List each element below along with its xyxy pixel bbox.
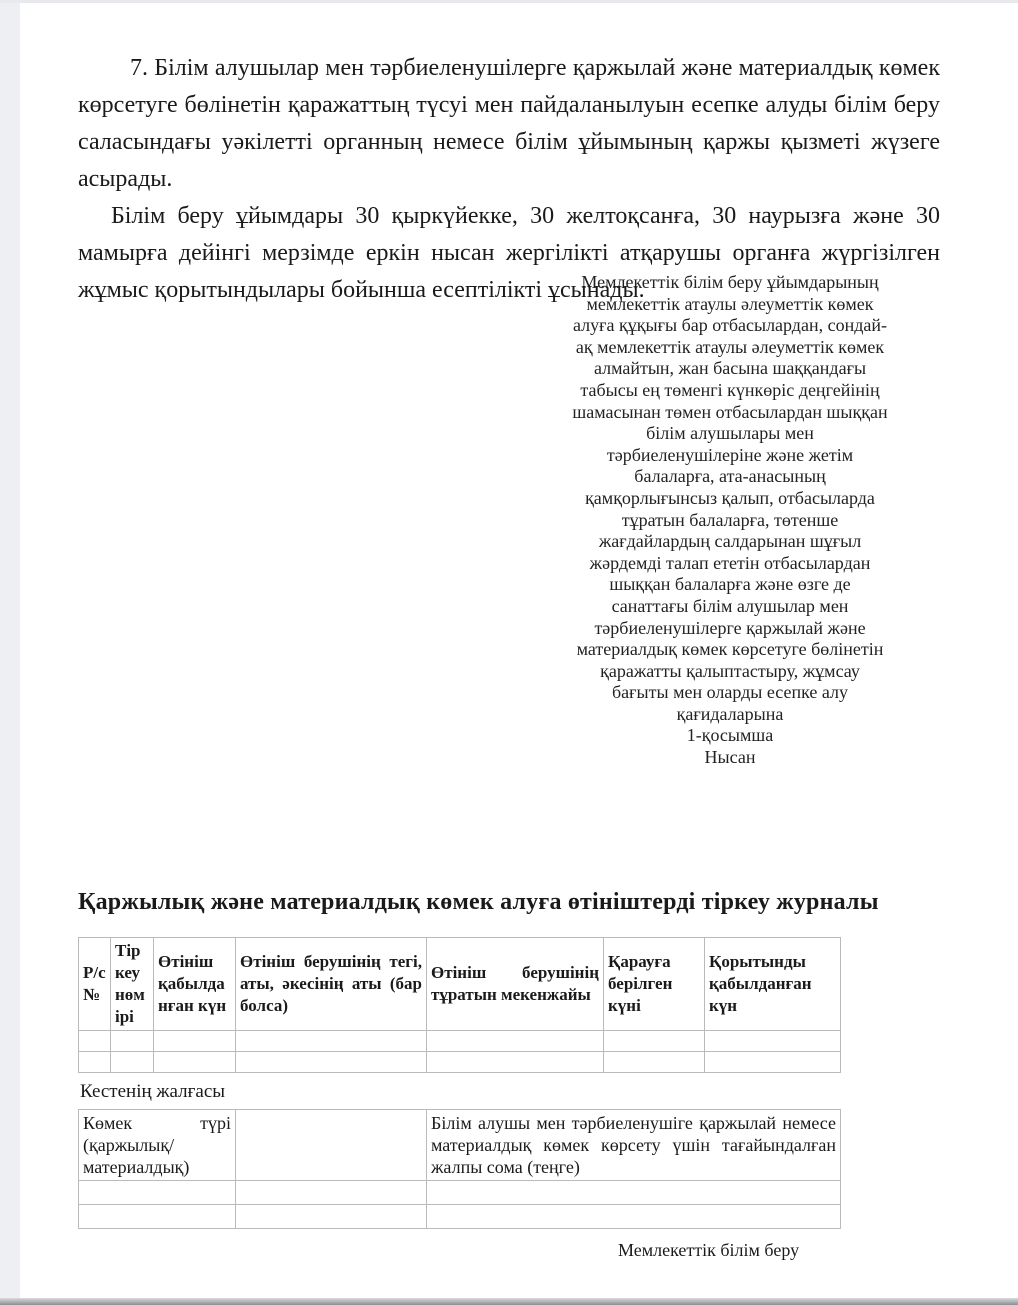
journal-title: Қаржылық және материалдық көмек алуға өтініштерді тіркеу журналы	[78, 889, 879, 915]
registration-table	[78, 937, 841, 1073]
page-left-edge	[0, 0, 20, 1305]
continuation-table-header-row	[79, 1110, 841, 1181]
empty-cell	[427, 1052, 604, 1073]
paragraph-7: 7. Білім алушылар мен тәрбиеленушілерге қаржылай және материалдық көмек көрсетуге бөлінетін қаражаттың түсуі мен пайдаланылуын есепке алуды білім беру саласындағы уәкілетті органның немесе білім ұйымының қаржы қызметі жүзеге асырады.	[78, 55, 940, 192]
empty-cell	[111, 1031, 154, 1052]
col-header-applicant-name: Өтініш берушінің тегі, аты, әкесінің аты (бар болса)	[236, 938, 427, 1031]
empty-cell	[154, 1031, 236, 1052]
empty-cell	[79, 1181, 236, 1205]
empty-cell	[604, 1052, 705, 1073]
col-header-row-number: Р/с №	[79, 938, 111, 1031]
annex-form-label: Нысан	[704, 747, 756, 768]
document-content	[78, 0, 940, 1261]
empty-cell	[427, 1031, 604, 1052]
empty-cell	[236, 1052, 427, 1073]
col-header-registration-number: Тіркеу нөмірі	[111, 938, 154, 1031]
empty-cell	[604, 1031, 705, 1052]
col-header-help-type: Көмек түрі (қаржылық/материалдық)	[79, 1110, 236, 1181]
annex-rules-reference: Мемлекеттік білім беру ұйымдарының мемлекеттік атаулы әлеуметтік көмек алуға құқығы бар отбасылардан, сондай-ақ мемлекеттік атаулы әлеуметтік көмек алмайтын, жан басына шаққандағы табысы ең төменгі күнкөріс деңгейінің шамасынан төмен отбасылардан шыққан білім алушылары мен тәрбиеленушілеріне және жетім балаларға, ата-анасының қамқорлығынсыз қалып, отбасыларда тұратын балаларға, төтенше жағдайлардың салдарынан шұғыл жәрдемді талап ететін отбасылардан шыққан балаларға және өзге де санаттағы білім алушылар мен тәрбиеленушілерге қаржылай және материалдық көмек көрсетуге бөлінетін қаражатты қалыптастыру, жұмсау бағыты мен оларды есепке алу қағидаларына	[572, 272, 888, 724]
table-continuation-label: Кестенің жалғасы	[80, 1081, 226, 1102]
table-row	[79, 1052, 841, 1073]
empty-cell	[427, 1181, 841, 1205]
empty-cell	[154, 1052, 236, 1073]
table-row	[79, 1181, 841, 1205]
empty-cell	[79, 1031, 111, 1052]
registration-table-header-row	[79, 938, 841, 1031]
empty-cell	[427, 1205, 841, 1229]
empty-cell	[79, 1205, 236, 1229]
empty-cell	[705, 1031, 841, 1052]
col-header-decision-date: Қорытынды қабылданған күн	[705, 938, 841, 1031]
empty-cell	[705, 1052, 841, 1073]
empty-cell	[79, 1052, 111, 1073]
annex-number: 1-қосымша	[686, 725, 774, 746]
col-header-middle-empty	[236, 1110, 427, 1181]
footer-note: Мемлекеттік білім беру	[618, 1240, 800, 1260]
empty-cell	[236, 1205, 427, 1229]
empty-cell	[236, 1181, 427, 1205]
table-row	[79, 1205, 841, 1229]
col-header-review-date: Қарауға берілген күні	[604, 938, 705, 1031]
col-header-applicant-address: Өтініш берушінің тұратын мекенжайы	[427, 938, 604, 1031]
bottom-edge-bar	[0, 1298, 1018, 1305]
paragraph-reporting: Білім беру ұйымдары 30 қыркүйекке, 30 желтоқсанға, 30 наурызға және 30 мамырға дейінгі мерзімде еркін нысан жергілікті атқарушы органға жүргізілген жұмыс қорытындылары бойынша есептілікті ұсынады.	[78, 203, 940, 303]
col-header-application-received-date: Өтініш қабылданған күн	[154, 938, 236, 1031]
continuation-table	[78, 1109, 841, 1229]
col-header-total-sum: Білім алушы мен тәрбиеленушіге қаржылай немесе материалдық көмек көрсету үшін тағайындалған жалпы сома (теңге)	[427, 1110, 841, 1181]
empty-cell	[236, 1031, 427, 1052]
table-row	[79, 1031, 841, 1052]
empty-cell	[111, 1052, 154, 1073]
